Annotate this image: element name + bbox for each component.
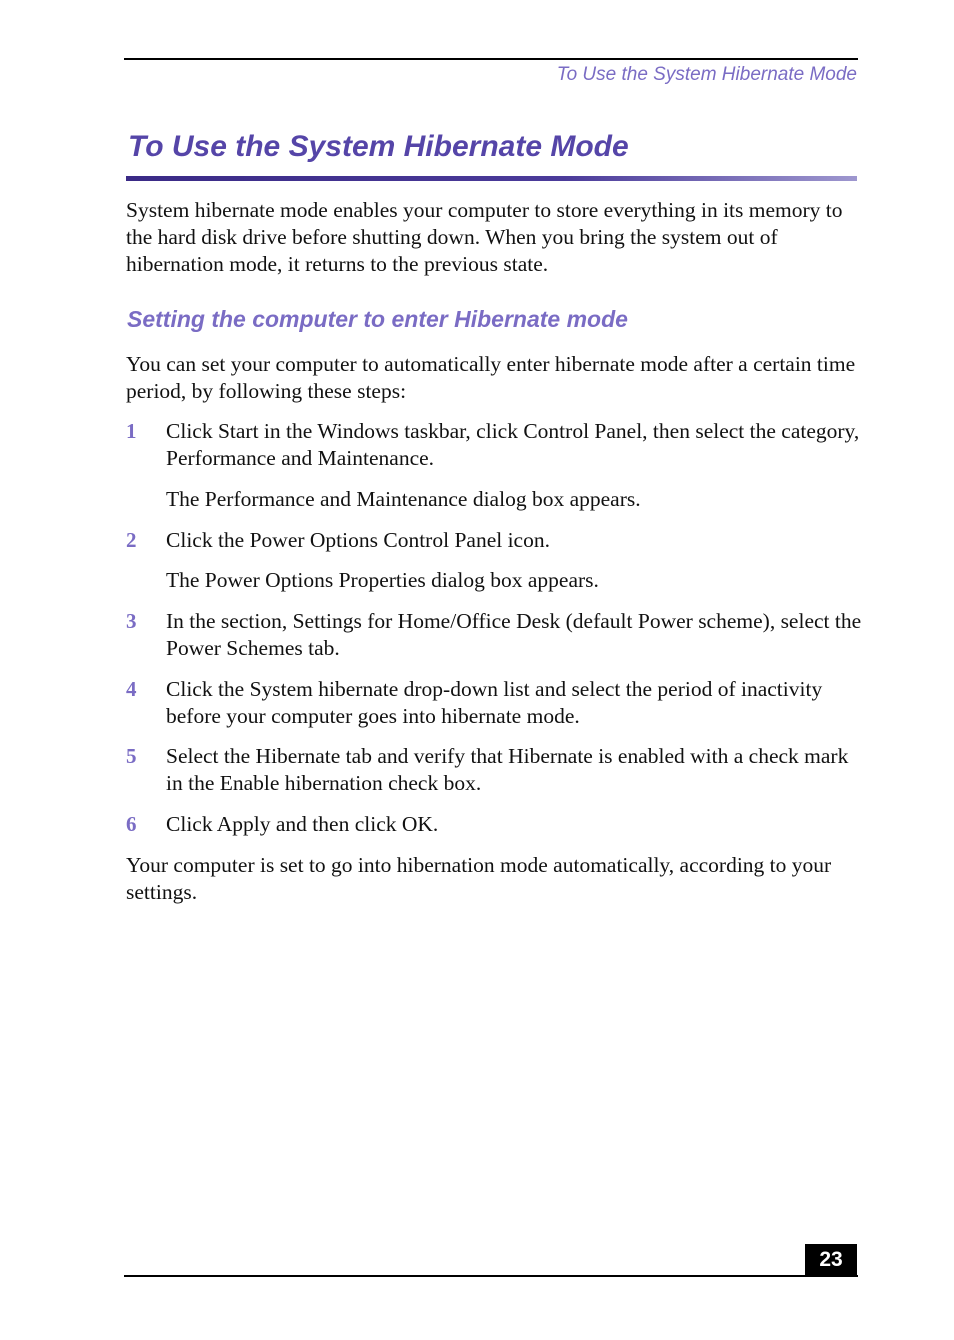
intro-paragraph: System hibernate mode enables your computer to store everything in its memory to the hard disk drive before shutting down. When you bring the system out of hibernation mode, it returns to the previous state. — [126, 198, 843, 276]
step-number: 2 — [126, 528, 137, 552]
step-text: Click Apply and then click OK. — [166, 812, 439, 836]
step-text: Select the Hibernate tab and verify that Hibernate is enabled with a check mark in the Enable hibernation check box. — [166, 744, 849, 795]
step-number: 4 — [126, 677, 137, 701]
step-number: 1 — [126, 419, 137, 443]
page-title: To Use the System Hibernate Mode — [128, 130, 629, 163]
footer-rule — [124, 1275, 858, 1277]
lead-paragraph: You can set your computer to automatically enter hibernate mode after a certain time period, by following these steps: — [126, 352, 856, 403]
step-text: In the section, Settings for Home/Office Desk (default Power scheme), select the Power Schemes tab. — [166, 609, 862, 660]
step-result: The Performance and Maintenance dialog box appears. — [166, 487, 641, 511]
step-number: 5 — [126, 744, 137, 768]
step-number: 6 — [126, 812, 137, 836]
step-text: Click the System hibernate drop-down list and select the period of inactivity before your computer goes into hibernate mode. — [166, 677, 823, 728]
closing-paragraph: Your computer is set to go into hibernation mode automatically, according to your settings. — [126, 853, 832, 904]
running-header: To Use the System Hibernate Mode — [556, 64, 857, 85]
step-number: 3 — [126, 609, 137, 633]
title-underline — [126, 176, 857, 181]
page-number: 23 — [805, 1244, 857, 1276]
step-result: The Power Options Properties dialog box appears. — [166, 568, 599, 592]
step-text: Click Start in the Windows taskbar, click Control Panel, then select the category, Performance and Maintenance. — [166, 419, 860, 470]
section-heading: Setting the computer to enter Hibernate mode — [127, 306, 628, 332]
step-text: Click the Power Options Control Panel icon. — [166, 528, 550, 552]
header-rule — [124, 58, 858, 60]
